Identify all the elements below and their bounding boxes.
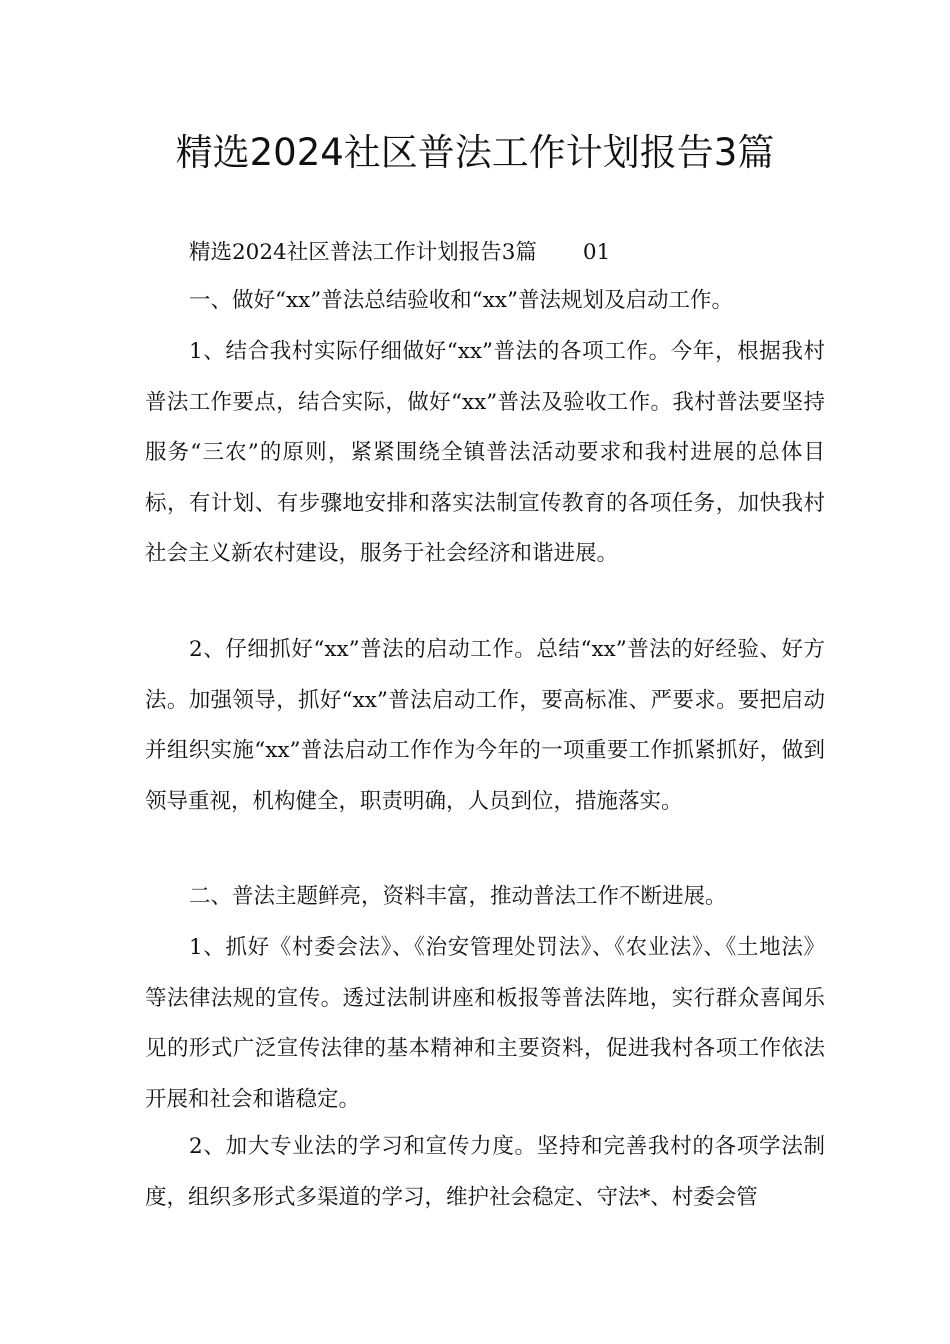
section-heading-1: 一、做好“xx”普法总结验收和“xx”普法规划及启动工作。 [189, 288, 733, 313]
document-subtitle: 精选2024社区普法工作计划报告3篇 [189, 240, 537, 265]
section-heading-2: 二、普法主题鲜亮，资料丰富，推动普法工作不断进展。 [189, 884, 727, 909]
paragraph-2-1: 1、抓好《村委会法》、《治安管理处罚法》、《农业法》、《土地法》等法律法规的宣传。透过法制讲座和板报等普法阵地，实行群众喜闻乐见的形式广泛宣传法律的基本精神和主要资料，促进我村各项工作依法开展和社会和谐稳定。 [145, 935, 825, 1112]
paragraph-2-2: 2、加大专业法的学习和宣传力度。坚持和完善我村的各项学法制度，组织多形式多渠道的学习，维护社会稳定、守法*、村委会管 [145, 1134, 825, 1210]
paragraph-1-2: 2、仔细抓好“xx”普法的启动工作。总结“xx”普法的好经验、好方法。加强领导，抓好“xx”普法启动工作，要高标准、严要求。要把启动并组织实施“xx”普法启动工作作为今年的一项重要工作抓紧抓好，做到领导重视，机构健全，职责明确，人员到位，措施落实。 [145, 637, 825, 814]
document-subtitle-number: 01 [582, 240, 611, 265]
document-subtitle-row [189, 228, 610, 278]
paragraph-1-1: 1、结合我村实际仔细做好“xx”普法的各项工作。今年，根据我村普法工作要点，结合实际，做好“xx”普法及验收工作。我村普法要坚持服务“三农”的原则，紧紧围绕全镇普法活动要求和我村进展的总体目标，有计划、有步骤地安排和落实法制宣传教育的各项任务，加快我村社会主义新农村建设，服务于社会经济和谐进展。 [145, 339, 825, 566]
document-title: 精选2024社区普法工作计划报告3篇 [175, 131, 775, 174]
